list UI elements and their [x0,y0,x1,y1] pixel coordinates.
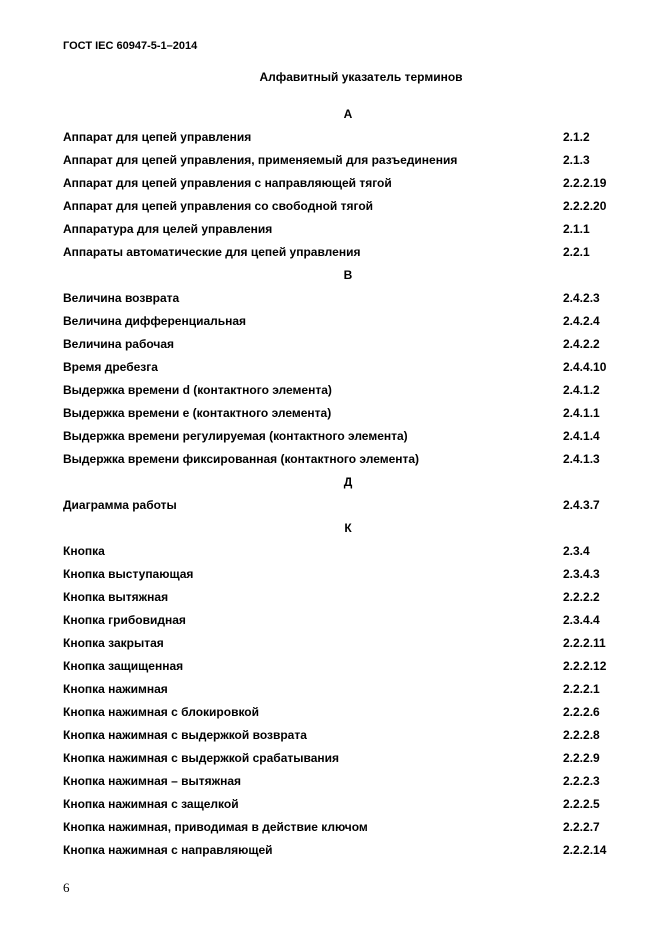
index-entry [63,287,623,310]
index-entry [63,655,623,678]
index-entry [63,494,623,517]
index-entry [63,310,623,333]
entry-term: Аппараты автоматические для цепей управления [63,245,361,259]
entry-term: Кнопка нажимная, приводимая в действие ключом [63,820,368,834]
entry-ref: 2.2.2.1 [563,682,600,696]
entry-term: Выдержка времени фиксированная (контактного элемента) [63,452,420,466]
entry-term: Кнопка [63,544,105,558]
index-entry [63,425,623,448]
entry-ref: 2.4.2.2 [563,337,600,351]
index-entry [63,632,623,655]
index-entry [63,563,623,586]
entry-ref: 2.4.1.2 [563,383,600,397]
entry-ref: 2.1.3 [563,153,590,167]
entry-ref: 2.2.2.14 [563,843,607,857]
index-entry [63,586,623,609]
entry-ref: 2.1.2 [563,130,590,144]
entry-term: Кнопка нажимная с направляющей [63,843,273,857]
entry-ref: 2.2.1 [563,245,590,259]
entry-term: Аппарат для цепей управления, применяемый для разъединения [63,153,458,167]
entry-ref: 2.4.1.1 [563,406,600,420]
entry-term: Кнопка нажимная – вытяжная [63,774,242,788]
entry-term: Кнопка нажимная [63,682,168,696]
index-entry [63,609,623,632]
page-number: 6 [63,880,70,895]
entry-ref: 2.3.4.4 [563,613,600,627]
index-entry [63,793,623,816]
page-title: Алфавитный указатель терминов [259,70,463,84]
index-entry [63,356,623,379]
entry-term: Величина возврата [63,291,180,305]
section-letter: К [344,521,352,535]
entry-term: Кнопка нажимная с выдержкой возврата [63,728,307,742]
section-letter: А [343,107,353,121]
entry-ref: 2.2.2.9 [563,751,600,765]
entry-term: Аппарат для цепей управления со свободной тягой [63,199,374,213]
entry-ref: 2.2.2.6 [563,705,600,719]
index-entry [63,172,623,195]
entry-ref: 2.2.2.5 [563,797,600,811]
index-entry [63,816,623,839]
index-entry [63,770,623,793]
entry-term: Кнопка выступающая [63,567,194,581]
entry-term: Время дребезга [63,360,158,374]
entry-term: Выдержка времени регулируемая (контактного элемента) [63,429,408,443]
index-entry [63,747,623,770]
entry-ref: 2.4.1.4 [563,429,600,443]
entry-ref: 2.2.2.2 [563,590,600,604]
entry-ref: 2.4.2.4 [563,314,600,328]
index-entry [63,678,623,701]
entry-ref: 2.3.4 [563,544,590,558]
index-entry [63,195,623,218]
entry-term: Кнопка грибовидная [63,613,186,627]
entry-ref: 2.2.2.19 [563,176,607,190]
entry-term: Величина дифференциальная [63,314,247,328]
index-entry [63,218,623,241]
entry-ref: 2.4.4.10 [563,360,607,374]
index-entry [63,333,623,356]
section-letter: Д [343,475,353,489]
index-entry [63,149,623,172]
entry-term: Выдержка времени d (контактного элемента) [63,383,332,397]
entry-ref: 2.2.2.3 [563,774,600,788]
entry-term: Кнопка защищенная [63,659,184,673]
entry-term: Аппарат для цепей управления с направляющей тягой [63,176,392,190]
index-entry [63,701,623,724]
entry-ref: 2.2.2.12 [563,659,607,673]
entry-term: Диаграмма работы [63,498,177,512]
entry-ref: 2.4.3.7 [563,498,600,512]
entry-term: Аппаратура для целей управления [63,222,273,236]
index-entry [63,724,623,747]
entry-term: Величина рабочая [63,337,175,351]
entry-ref: 2.2.2.11 [563,636,606,650]
index-entry [63,839,623,862]
term-index [63,103,623,862]
index-entry [63,379,623,402]
entry-term: Кнопка нажимная с защелкой [63,797,239,811]
entry-term: Кнопка закрытая [63,636,164,650]
entry-ref: 2.4.2.3 [563,291,600,305]
entry-ref: 2.2.2.7 [563,820,600,834]
entry-ref: 2.4.1.3 [563,452,600,466]
entry-term: Выдержка времени e (контактного элемента) [63,406,332,420]
entry-term: Кнопка нажимная с блокировкой [63,705,259,719]
index-entry [63,126,623,149]
entry-term: Кнопка нажимная с выдержкой срабатывания [63,751,340,765]
index-entry [63,402,623,425]
document-header: ГОСТ IEC 60947-5-1–2014 [63,40,198,52]
entry-ref: 2.3.4.3 [563,567,600,581]
index-entry [63,448,623,471]
index-entry [63,540,623,563]
entry-ref: 2.2.2.20 [563,199,607,213]
entry-ref: 2.2.2.8 [563,728,600,742]
entry-ref: 2.1.1 [563,222,590,236]
entry-term: Кнопка вытяжная [63,590,169,604]
entry-term: Аппарат для цепей управления [63,130,252,144]
section-letter: В [343,268,353,282]
index-entry [63,241,623,264]
